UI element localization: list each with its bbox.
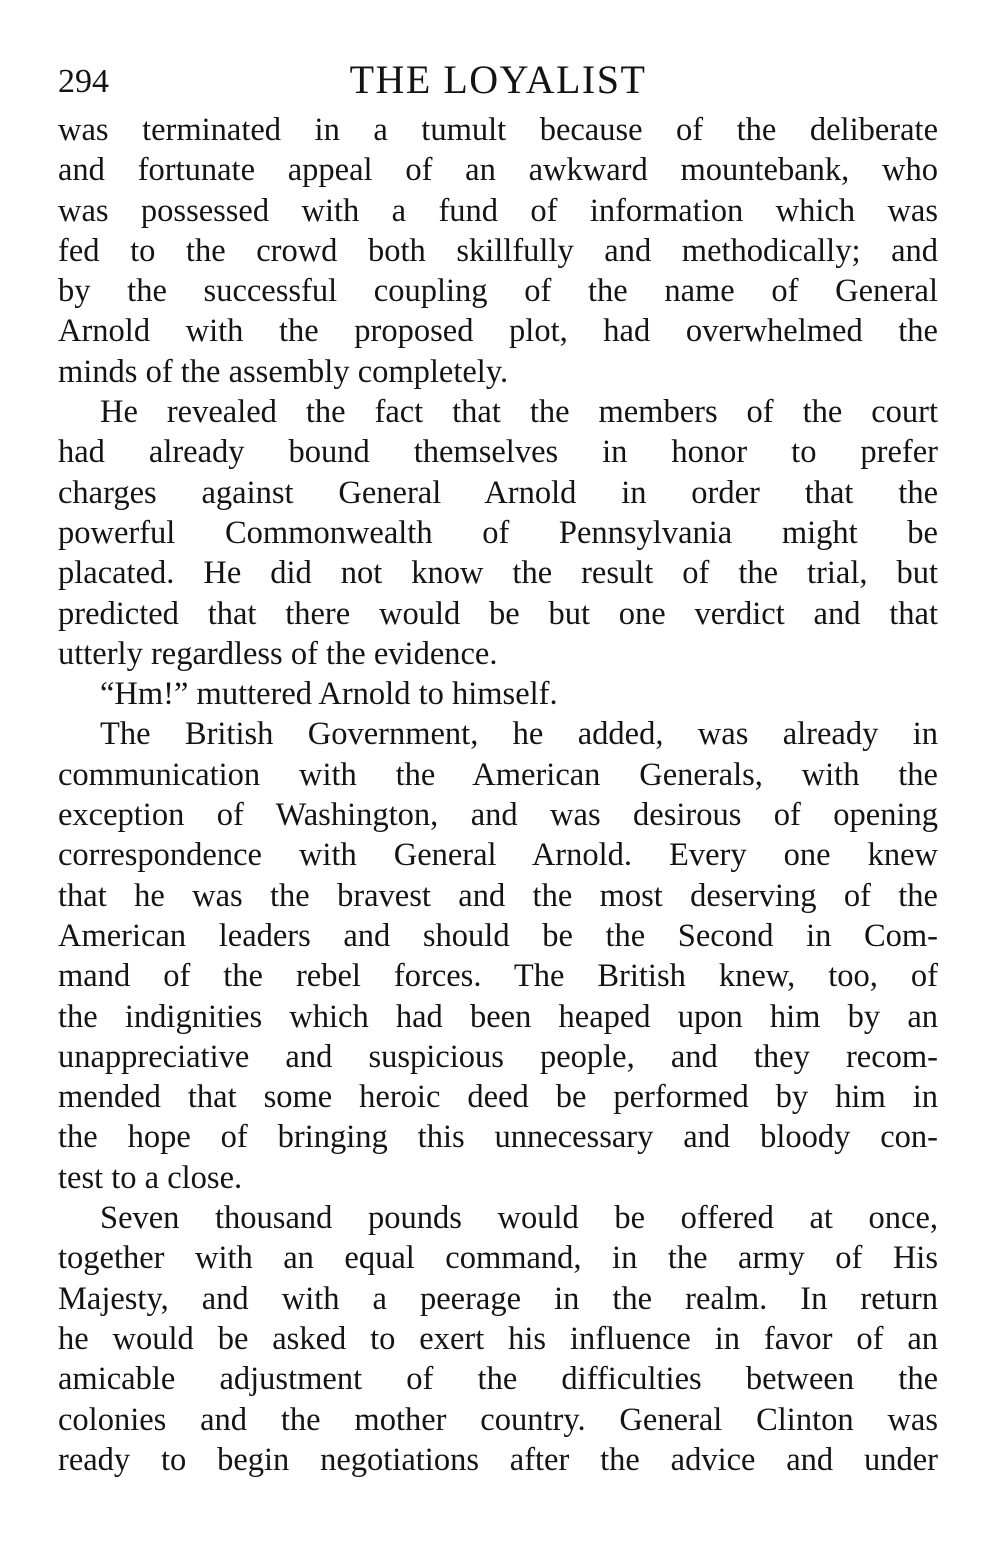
book-page (58, 52, 938, 1480)
text-line: the indignities which had been heaped upon him by an (58, 998, 938, 1035)
text-line: powerful Commonwealth of Pennsylvania might be (58, 514, 938, 551)
text-line: unappreciative and suspicious people, and they recom- (58, 1038, 938, 1075)
text-line: had already bound themselves in honor to prefer (58, 434, 938, 471)
text-line: together with an equal command, in the army of His (58, 1240, 938, 1277)
text-line: test to a close. (58, 1159, 243, 1196)
text-line: Seven thousand pounds would be offered at once, (100, 1200, 938, 1237)
text-line: placated. He did not know the result of the trial, but (58, 555, 938, 592)
text-line: He revealed the fact that the members of the court (100, 394, 938, 431)
text-line: charges against General Arnold in order that the (58, 474, 938, 511)
body-text (58, 110, 938, 1480)
text-line: was possessed with a fund of information which was (58, 192, 938, 229)
text-line: mand of the rebel forces. The British knew, too, of (58, 958, 938, 995)
text-line: fed to the crowd both skillfully and methodically; and (58, 232, 938, 269)
text-line: the hope of bringing this unnecessary and bloody con- (58, 1119, 938, 1156)
text-line: that he was the bravest and the most deserving of the (58, 877, 938, 914)
text-line: American leaders and should be the Second in Com- (58, 917, 938, 954)
running-head (58, 52, 938, 110)
page-number: 294 (58, 63, 109, 100)
text-line: Majesty, and with a peerage in the realm. In return (58, 1280, 938, 1317)
text-line: communication with the American Generals, with the (58, 756, 938, 793)
text-line: by the successful coupling of the name of General (58, 273, 938, 310)
text-line: colonies and the mother country. General Clinton was (58, 1401, 938, 1438)
paragraph (58, 392, 938, 674)
text-line: was terminated in a tumult because of the deliberate (58, 112, 938, 148)
running-title: THE LOYALIST (349, 57, 647, 102)
paragraph (58, 674, 938, 714)
text-line: he would be asked to exert his influence in favor of an (58, 1320, 938, 1357)
text-line: ready to begin negotiations after the advice and under (58, 1441, 938, 1478)
text-line: Arnold with the proposed plot, had overwhelmed the (58, 313, 938, 350)
paragraph (58, 714, 938, 1198)
text-line: “Hm!” muttered Arnold to himself. (100, 676, 558, 713)
text-line: exception of Washington, and was desirous of opening (58, 797, 938, 834)
text-line: minds of the assembly completely. (58, 353, 509, 390)
text-line: mended that some heroic deed be performed by him in (58, 1079, 938, 1116)
paragraph-continuation (58, 110, 938, 392)
text-line: correspondence with General Arnold. Every one knew (58, 837, 938, 874)
text-line: predicted that there would be but one verdict and that (58, 595, 938, 632)
text-line: The British Government, he added, was already in (100, 716, 938, 753)
paragraph (58, 1198, 938, 1480)
text-line: utterly regardless of the evidence. (58, 635, 498, 672)
text-line: amicable adjustment of the difficulties between the (58, 1361, 938, 1398)
text-line: and fortunate appeal of an awkward mountebank, who (58, 152, 938, 189)
